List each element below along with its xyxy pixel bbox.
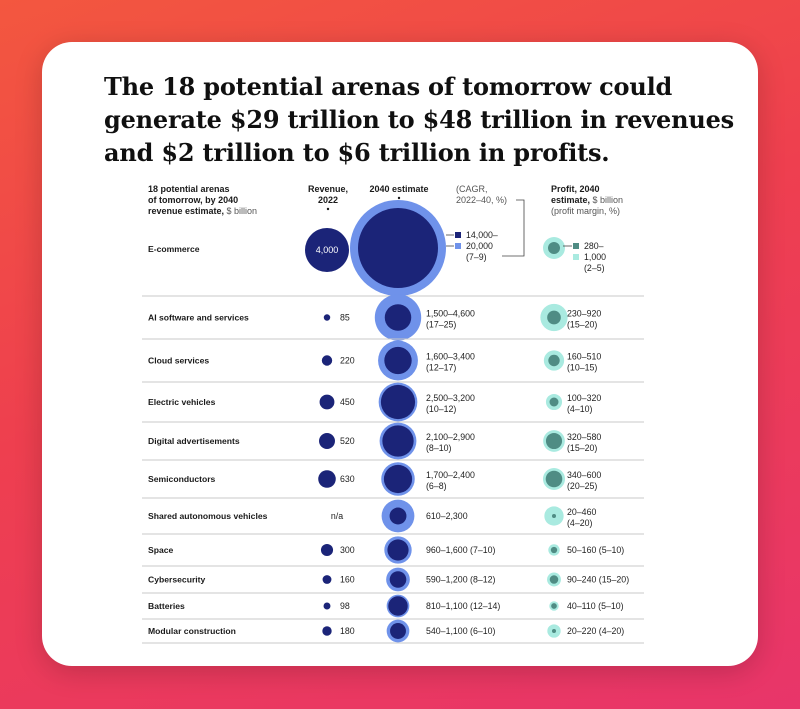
revenue-2022-label: 300: [340, 545, 355, 555]
header-revenue-line2: 2022: [317, 195, 339, 205]
revenue-2022-dot: [323, 575, 332, 584]
profit-label: 340–600: [567, 470, 602, 480]
profit-low-circle: [550, 575, 559, 584]
profit-label: 20–460: [567, 507, 597, 517]
revenue-2040-low-circle: [387, 539, 408, 560]
revenue-2022-label: 98: [340, 601, 350, 611]
margin-label: (10–15): [567, 362, 598, 373]
legend-profit-high-square: [573, 254, 579, 260]
revenue-2040-low-circle: [388, 596, 407, 615]
header-arena-line3: [148, 206, 257, 216]
revenue-2022-label: 160: [340, 574, 355, 585]
margin-label: (4–10): [567, 404, 593, 414]
profit-label: 160–510: [567, 351, 602, 362]
revenue-2040-label: 2,500–3,200: [426, 393, 475, 403]
cagr-leader-line: [516, 200, 524, 232]
cagr-label: (6–8): [426, 481, 447, 491]
revenue-2040-label: 960–1,600 (7–10): [426, 545, 496, 555]
legend-high-square: [455, 243, 461, 249]
revenue-2022-dot: [324, 314, 330, 320]
arena-name: Space: [148, 545, 174, 555]
profit-low-circle: [547, 311, 561, 325]
header-cagr-line1: (CAGR,: [456, 184, 488, 194]
chart-area: [42, 42, 758, 666]
arena-name: Shared autonomous vehicles: [148, 511, 268, 521]
revenue-2022-label: 630: [340, 474, 355, 484]
ecommerce-2040-low-circle: [358, 208, 438, 288]
cagr-label: (17–25): [426, 319, 457, 330]
header-arena-line1: 18 potential arenas: [148, 184, 230, 194]
revenue-2022-dot: [321, 544, 333, 556]
legend-low-square: [455, 232, 461, 238]
header-revenue-dot: [327, 208, 329, 210]
ecommerce-revenue-2022-label: 4,000: [315, 245, 339, 255]
header-revenue-line1: Revenue,: [307, 184, 349, 194]
arena-name: Batteries: [148, 601, 185, 611]
chart-card: [42, 42, 758, 666]
revenue-2040-label: 810–1,100 (12–14): [426, 601, 501, 611]
revenue-2022-label: 220: [340, 355, 355, 366]
profit-low-circle: [546, 471, 563, 488]
revenue-2022-dot: [319, 433, 335, 449]
revenue-2022-dot: [322, 355, 332, 365]
cagr-label: (10–12): [426, 404, 457, 414]
header-arena-line3-bold: revenue estimate,: [148, 206, 225, 216]
header-profit-line2-light: $ billion: [590, 195, 624, 205]
arena-name: Cloud services: [148, 355, 210, 366]
profit-low-circle: [548, 355, 559, 366]
revenue-2040-low-circle: [384, 347, 411, 374]
revenue-2040-label: 540–1,100 (6–10): [426, 626, 496, 636]
profit-label: 90–240 (15–20): [567, 574, 630, 585]
ecommerce-rev-2040-line2: 20,000: [466, 241, 493, 251]
ecommerce-rev-2040-line3: (7–9): [466, 252, 487, 262]
revenue-2040-low-circle: [390, 571, 407, 588]
cagr-label: (12–17): [426, 362, 457, 373]
revenue-2022-label: 85: [340, 312, 350, 323]
revenue-2040-low-circle: [390, 623, 406, 639]
ecommerce-name: E-commerce: [148, 244, 200, 254]
ecommerce-rev-2040-line1: 14,000–: [466, 230, 498, 240]
header-arena-line2: of tomorrow, by 2040: [148, 195, 239, 205]
header-cagr-line2: 2022–40, %): [456, 195, 508, 205]
arena-name: Cybersecurity: [148, 574, 206, 585]
profit-label: 100–320: [567, 393, 602, 403]
revenue-2022-label: 450: [340, 397, 355, 407]
revenue-2022-dot: [318, 470, 336, 488]
profit-low-circle: [552, 629, 556, 633]
profit-label: 50–160 (5–10): [567, 545, 625, 555]
revenue-2022-dot: [322, 626, 331, 635]
profit-label: 20–220 (4–20): [567, 626, 625, 636]
revenue-2022-label: 520: [340, 436, 355, 446]
legend-profit-low-square: [573, 243, 579, 249]
revenue-2040-label: 590–1,200 (8–12): [426, 574, 496, 585]
cagr-label: (8–10): [426, 443, 452, 453]
arena-name: Electric vehicles: [148, 397, 216, 407]
header-2040-estimate: 2040 estimate: [369, 184, 429, 194]
headline: The 18 potential arenas of tomorrow could generate $29 trillion to $48 trillion in revenues and $2 trillion to $6 trillion in profits.: [104, 72, 734, 167]
ecommerce-profit-low-circle: [548, 242, 560, 254]
ecommerce-profit-line2: 1,000: [584, 252, 607, 262]
arena-rows: [142, 294, 644, 643]
cagr-leader-return: [502, 232, 524, 256]
header-profit-line2-bold: estimate,: [551, 195, 591, 205]
profit-low-circle: [546, 433, 562, 449]
revenue-2022-dot: [320, 395, 335, 410]
revenue-2022-label: 180: [340, 626, 355, 636]
margin-label: (15–20): [567, 319, 598, 330]
profit-low-circle: [552, 514, 556, 518]
revenue-2040-label: 1,600–3,400: [426, 351, 475, 362]
arena-name: AI software and services: [148, 312, 249, 323]
profit-low-circle: [551, 547, 557, 553]
arenas-chart: [42, 42, 758, 666]
revenue-2022-label: n/a: [330, 511, 344, 521]
revenue-2040-label: 1,700–2,400: [426, 470, 475, 480]
profit-low-circle: [550, 398, 559, 407]
arena-name: Semiconductors: [148, 474, 216, 484]
arena-name: Modular construction: [148, 626, 236, 636]
revenue-2040-label: 610–2,300: [426, 511, 468, 521]
header-arena-line3-light: $ billion: [224, 206, 258, 216]
header-2040-dot: [398, 197, 400, 199]
ecommerce-profit-line3: (2–5): [584, 263, 605, 273]
profit-label: 40–110 (5–10): [567, 601, 624, 611]
revenue-2040-low-circle: [381, 385, 415, 419]
profit-label: 230–920: [567, 308, 602, 319]
margin-label: (4–20): [567, 518, 593, 528]
margin-label: (15–20): [567, 443, 598, 453]
header-profit-line2: [551, 195, 623, 205]
revenue-2040-label: 2,100–2,900: [426, 432, 475, 442]
header-profit-line1: Profit, 2040: [551, 184, 600, 194]
margin-label: (20–25): [567, 481, 598, 491]
revenue-2040-low-circle: [384, 465, 412, 493]
revenue-2022-dot: [324, 603, 331, 610]
profit-low-circle: [551, 603, 557, 609]
arena-name: Digital advertisements: [148, 436, 240, 446]
profit-label: 320–580: [567, 432, 602, 442]
revenue-2040-low-circle: [390, 508, 407, 525]
revenue-2040-low-circle: [385, 304, 412, 331]
revenue-2040-low-circle: [382, 425, 413, 456]
header-profit-line3: (profit margin, %): [551, 206, 621, 216]
ecommerce-profit-line1: 280–: [584, 241, 604, 251]
revenue-2040-label: 1,500–4,600: [426, 308, 475, 319]
